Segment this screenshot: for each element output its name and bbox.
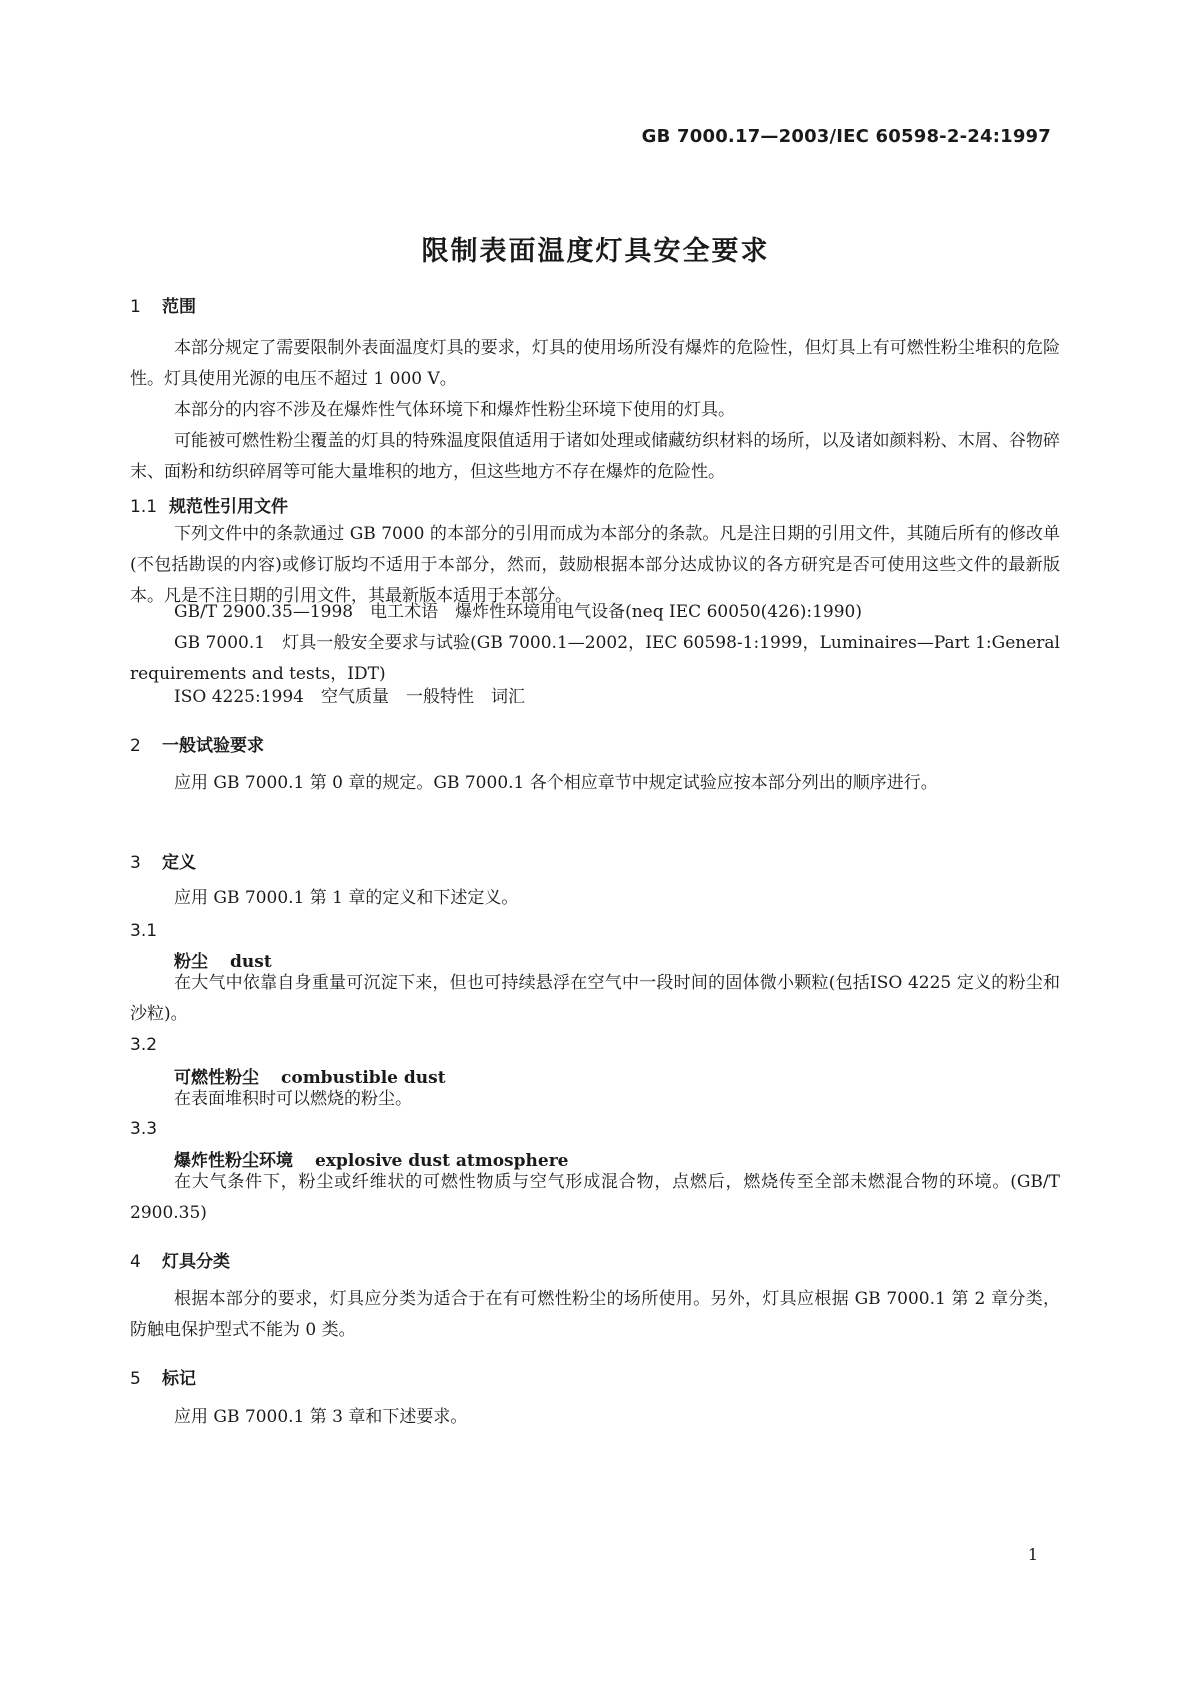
section-title: 范围 [162, 297, 196, 317]
section-title: 规范性引用文件 [169, 497, 289, 517]
definition-3-3-text: 在大气条件下，粉尘或纤维状的可燃性物质与空气形成混合物，点燃后，燃烧传至全部未燃混合物的环境。(GB/T 2900.35) [130, 1172, 1060, 1223]
definition-3-2-text: 在表面堆积时可以燃烧的粉尘。 [174, 1089, 412, 1109]
section-title: 标记 [162, 1369, 196, 1389]
section-5-heading [130, 1364, 196, 1389]
reference-3: ISO 4225:1994 空气质量 一般特性 词汇 [174, 687, 525, 707]
section-1-heading [130, 292, 196, 317]
definition-3-1-text: 在大气中依靠自身重量可沉淀下来，但也可持续悬浮在空气中一段时间的固体微小颗粒(包括ISO 4225 定义的粉尘和沙粒)。 [130, 973, 1060, 1024]
section-number: 4 [130, 1252, 141, 1272]
section-4-heading [130, 1247, 230, 1272]
section-1-paragraph-2: 本部分的内容不涉及在爆炸性气体环境下和爆炸性粉尘环境下使用的灯具。 [174, 400, 735, 420]
page-title: 限制表面温度灯具安全要求 [421, 236, 770, 267]
section-title: 定义 [162, 853, 196, 873]
section-number: 3 [130, 853, 141, 873]
section-1-1-paragraph: 下列文件中的条款通过 GB 7000 的本部分的引用而成为本部分的条款。凡是注日期的引用文件，其随后所有的修改单(不包括勘误的内容)或修订版均不适用于本部分，然而，鼓励根据本部分达成协议的各方研究是否可使用这些文件的最新版本。凡是不注日期的引用文件，其最新版本适用于本部分。 [130, 524, 1060, 606]
section-title: 灯具分类 [162, 1252, 230, 1272]
term-chinese: 爆炸性粉尘环境 [174, 1151, 293, 1171]
term-english: combustible dust [281, 1068, 446, 1088]
section-title: 一般试验要求 [162, 736, 264, 756]
term-chinese: 粉尘 [174, 952, 208, 972]
section-3-heading [130, 848, 196, 873]
reference-1: GB/T 2900.35—1998 电工术语 爆炸性环境用电气设备(neq IEC 60050(426):1990) [174, 602, 862, 622]
definition-3-1-number: 3.1 [130, 921, 158, 941]
definition-3-2-number: 3.2 [130, 1035, 158, 1055]
section-2-paragraph: 应用 GB 7000.1 第 0 章的规定。GB 7000.1 各个相应章节中规定试验应按本部分列出的顺序进行。 [174, 773, 938, 793]
term-english: dust [230, 952, 272, 972]
page-number: 1 [1027, 1545, 1038, 1564]
section-5-paragraph: 应用 GB 7000.1 第 3 章和下述要求。 [174, 1407, 468, 1427]
term-chinese: 可燃性粉尘 [174, 1068, 259, 1088]
section-1-paragraph-3: 可能被可燃性粉尘覆盖的灯具的特殊温度限值适用于诸如处理或储藏纺织材料的场所，以及诸如颜料粉、木屑、谷物碎末、面粉和纺织碎屑等可能大量堆积的地方，但这些地方不存在爆炸的危险性。 [130, 431, 1060, 482]
section-3-paragraph: 应用 GB 7000.1 第 1 章的定义和下述定义。 [174, 888, 519, 908]
section-number: 1.1 [130, 497, 158, 517]
section-4-paragraph: 根据本部分的要求，灯具应分类为适合于在有可燃性粉尘的场所使用。另外，灯具应根据 GB 7000.1 第 2 章分类，防触电保护型式不能为 0 类。 [130, 1289, 1060, 1340]
term-english: explosive dust atmosphere [315, 1151, 569, 1171]
standard-code-header: GB 7000.17—2003/IEC 60598-2-24:1997 [641, 126, 1051, 147]
section-1-1-heading [130, 492, 288, 517]
definition-3-3-number: 3.3 [130, 1119, 158, 1139]
section-1-paragraph-1: 本部分规定了需要限制外表面温度灯具的要求，灯具的使用场所没有爆炸的危险性，但灯具上有可燃性粉尘堆积的危险性。灯具使用光源的电压不超过 1 000 V。 [130, 338, 1060, 389]
reference-2: GB 7000.1 灯具一般安全要求与试验(GB 7000.1—2002，IEC 60598-1:1999，Luminaires—Part 1:General requirements and tests，IDT) [130, 633, 1060, 684]
section-2-heading [130, 731, 264, 756]
section-number: 5 [130, 1369, 141, 1389]
section-number: 1 [130, 297, 141, 317]
section-number: 2 [130, 736, 141, 756]
